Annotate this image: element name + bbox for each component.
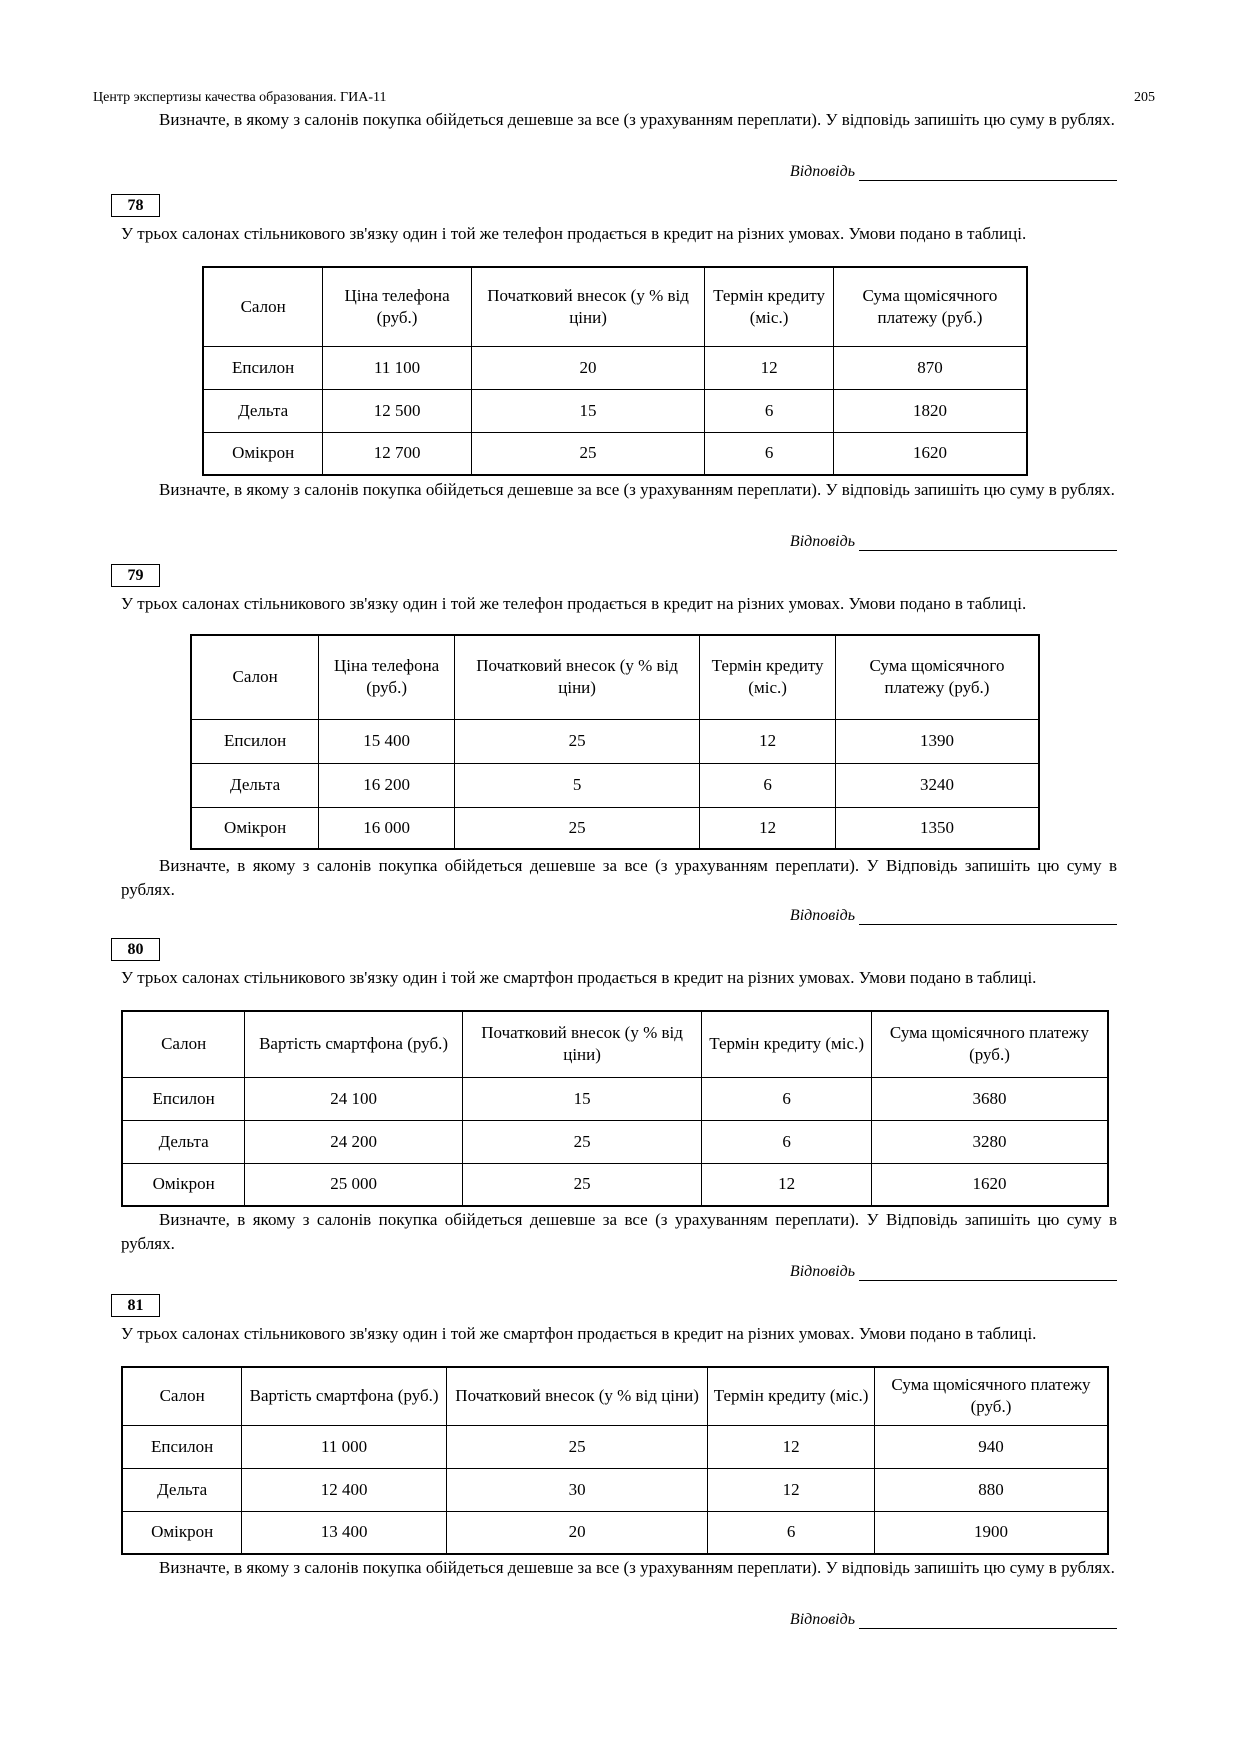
page-number: 205 [1134,90,1155,105]
table-cell: Омікрон [191,807,319,849]
task-answer [790,1262,1117,1281]
header-cell: Сума щомісячного платежу (руб.) [835,635,1039,719]
table-cell: Епсилон [191,719,319,763]
header-cell: Початковий внесок (у % від ціни) [471,267,704,346]
table-cell: 1620 [871,1163,1108,1206]
table-cell: 6 [702,1120,872,1163]
task-number-79: 79 [111,564,160,587]
answer-line [859,906,1117,925]
task-question: Визначте, в якому з салонів покупка обійдеться дешевше за все (з урахуванням переплати). У відповідь запишіть цю суму в рублях. [159,480,1115,499]
table-cell: 12 [702,1163,872,1206]
answer-line [859,1262,1117,1281]
table-cell: 6 [700,763,836,807]
table-cell: 870 [833,346,1027,389]
task-question: Визначте, в якому з салонів покупка обійдеться дешевше за все (з урахуванням переплати). У Відповідь запишіть цю суму в рублях. [121,856,1117,899]
table-cell: 6 [708,1511,875,1554]
table-cell: Епсилон [122,1077,245,1120]
task-answer [790,1610,1117,1629]
table-cell: Дельта [191,763,319,807]
answer-line [859,532,1117,551]
table-cell: Дельта [122,1120,245,1163]
running-header: Центр экспертизы качества образования. ГИА-11 [93,90,387,105]
table-cell: 12 500 [323,389,472,432]
table-cell: 12 [705,346,834,389]
header-cell: Салон [191,635,319,719]
table-cell: 1620 [833,432,1027,475]
table-cell: 6 [705,389,834,432]
task-answer [790,906,1117,925]
table-cell: 25 [471,432,704,475]
header-cell: Сума щомісячного платежу (руб.) [833,267,1027,346]
table-cell: 12 [708,1468,875,1511]
answer-label: Відповідь [789,1611,855,1628]
header-cell: Термін кредиту (міс.) [708,1367,875,1425]
header-cell: Салон [122,1011,245,1077]
table-cell: Дельта [203,389,323,432]
table-cell: 15 [462,1077,701,1120]
table-cell: 13 400 [242,1511,447,1554]
table-cell: 16 000 [319,807,455,849]
table-cell: Омікрон [122,1511,242,1554]
header-cell: Термін кредиту (міс.) [700,635,836,719]
header-cell: Вартість смартфона (руб.) [242,1367,447,1425]
task-statement: У трьох салонах стільникового зв'язку один і той же телефон продається в кредит на різних умовах. Умови подано в таблиці. [121,594,1027,613]
task-statement: У трьох салонах стільникового зв'язку один і той же смартфон продається в кредит на різних умовах. Умови подано в таблиці. [121,1324,1037,1343]
header-cell: Салон [203,267,323,346]
table-cell: Епсилон [203,346,323,389]
table-cell: 3680 [871,1077,1108,1120]
table-cell: 5 [454,763,699,807]
task-number-80: 80 [111,938,160,961]
table-cell: 15 [471,389,704,432]
header-cell: Салон [122,1367,242,1425]
task-number-78: 78 [111,194,160,217]
intro-question: Визначте, в якому з салонів покупка обійдеться дешевше за все (з урахуванням переплати). У відповідь запишіть цю суму в рублях. [159,110,1115,129]
table-cell: 25 000 [245,1163,463,1206]
task-table [121,1366,1109,1555]
header-cell: Початковий внесок (у % від ціни) [462,1011,701,1077]
intro-answer [790,162,1117,181]
header-cell: Ціна телефона (руб.) [319,635,455,719]
table-cell: 12 400 [242,1468,447,1511]
table-cell: 1820 [833,389,1027,432]
table-cell: 24 200 [245,1120,463,1163]
answer-line [859,162,1117,181]
header-cell: Сума щомісячного платежу (руб.) [874,1367,1108,1425]
table-cell: Епсилон [122,1425,242,1468]
table-cell: 20 [446,1511,707,1554]
table-cell: 6 [702,1077,872,1120]
table-cell: 940 [874,1425,1108,1468]
task-table [190,634,1040,850]
header-cell: Сума щомісячного платежу (руб.) [871,1011,1108,1077]
table-cell: 12 [700,807,836,849]
table-cell: 12 [700,719,836,763]
table-cell: 30 [446,1468,707,1511]
answer-label: Відповідь [789,1263,855,1280]
task-question: Визначте, в якому з салонів покупка обійдеться дешевше за все (з урахуванням переплати). У відповідь запишіть цю суму в рублях. [159,1558,1115,1577]
table-cell: 880 [874,1468,1108,1511]
table-cell: 25 [446,1425,707,1468]
table-cell: 16 200 [319,763,455,807]
answer-label: Відповідь [789,533,855,550]
table-cell: 11 100 [323,346,472,389]
table-cell: 3280 [871,1120,1108,1163]
task-table [121,1010,1109,1207]
table-cell: 25 [454,807,699,849]
table-cell: 25 [462,1120,701,1163]
header-cell: Початковий внесок (у % від ціни) [454,635,699,719]
task-question: Визначте, в якому з салонів покупка обійдеться дешевше за все (з урахуванням переплати). У Відповідь запишіть цю суму в рублях. [121,1210,1117,1253]
task-table [202,266,1028,476]
header-cell: Вартість смартфона (руб.) [245,1011,463,1077]
table-cell: 1350 [835,807,1039,849]
table-cell: 1390 [835,719,1039,763]
table-cell: 3240 [835,763,1039,807]
header-cell: Ціна телефона (руб.) [323,267,472,346]
header-cell: Початковий внесок (у % від ціни) [446,1367,707,1425]
table-cell: 15 400 [319,719,455,763]
table-cell: 6 [705,432,834,475]
task-answer [790,532,1117,551]
table-cell: 20 [471,346,704,389]
task-statement: У трьох салонах стільникового зв'язку один і той же смартфон продається в кредит на різних умовах. Умови подано в таблиці. [121,968,1037,987]
table-cell: Омікрон [203,432,323,475]
header-cell: Термін кредиту (міс.) [705,267,834,346]
table-cell: 25 [454,719,699,763]
table-cell: 24 100 [245,1077,463,1120]
task-number-81: 81 [111,1294,160,1317]
table-cell: 12 700 [323,432,472,475]
table-cell: 1900 [874,1511,1108,1554]
table-cell: Дельта [122,1468,242,1511]
header-cell: Термін кредиту (міс.) [702,1011,872,1077]
table-cell: 25 [462,1163,701,1206]
table-cell: 11 000 [242,1425,447,1468]
answer-label: Відповідь [789,907,855,924]
answer-label: Відповідь [789,163,855,180]
table-cell: Омікрон [122,1163,245,1206]
task-statement: У трьох салонах стільникового зв'язку один і той же телефон продається в кредит на різних умовах. Умови подано в таблиці. [121,224,1027,243]
table-cell: 12 [708,1425,875,1468]
answer-line [859,1610,1117,1629]
